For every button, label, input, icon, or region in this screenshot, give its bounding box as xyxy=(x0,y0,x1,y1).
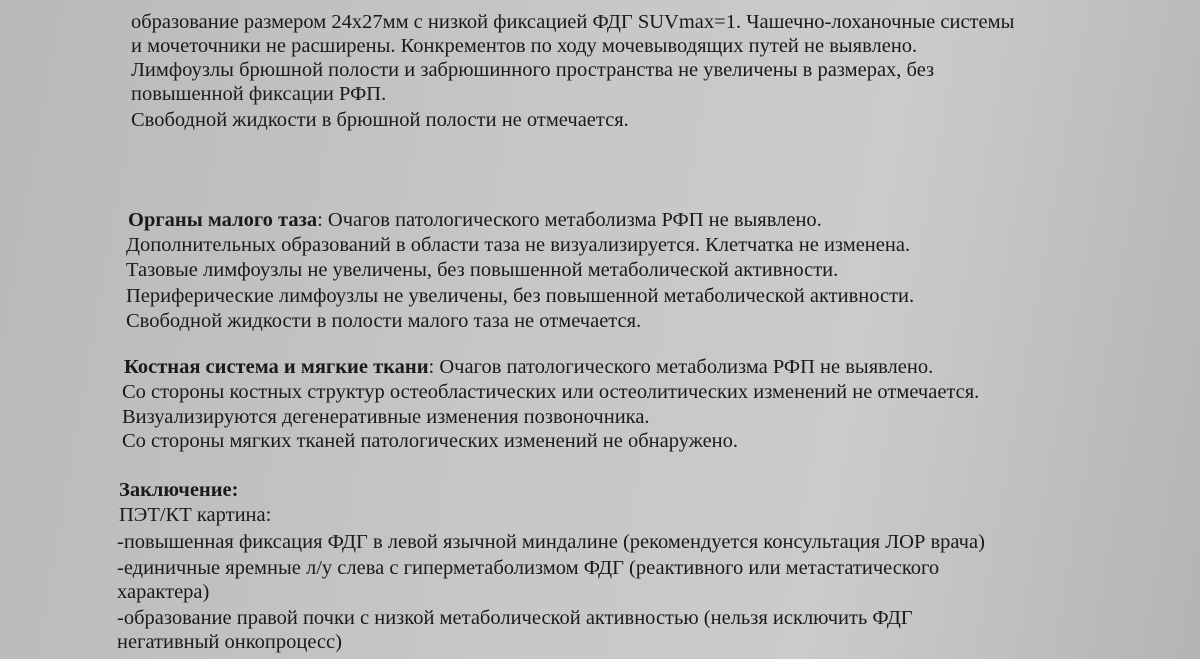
intro-line-1: образование размером 24х27мм с низкой фиксацией ФДГ SUVmax=1. Чашечно-лоханочные системы xyxy=(131,11,1015,33)
conclusion-line-1: ПЭТ/КТ картина: xyxy=(119,504,272,526)
pelvis-heading: Органы малого таза xyxy=(128,209,318,231)
intro-line-5: Свободной жидкости в брюшной полости не отмечается. xyxy=(131,109,629,131)
pelvis-line-5: Свободной жидкости в полости малого таза не отмечается. xyxy=(126,310,642,332)
bones-line-1 xyxy=(124,355,933,379)
pelvis-line-1 xyxy=(128,208,822,232)
conclusion-line-2: -повышенная фиксация ФДГ в левой язычной миндалине (рекомендуется консультация ЛОР врача) xyxy=(117,531,985,553)
conclusion-heading: Заключение: xyxy=(119,479,239,501)
bones-heading: Костная система и мягкие ткани xyxy=(124,356,429,378)
bones-line-3: Визуализируются дегенеративные изменения позвоночника. xyxy=(122,406,650,428)
conclusion-line-5: -образование правой почки с низкой метаболической активностью (нельзя исключить ФДГ xyxy=(117,607,913,629)
pelvis-line-4: Периферические лимфоузлы не увеличены, без повышенной метаболической активности. xyxy=(126,285,915,307)
pelvis-line-2: Дополнительных образований в области таза не визуализируется. Клетчатка не изменена. xyxy=(126,234,911,256)
intro-line-2: и мочеточники не расширены. Конкрементов по ходу мочевыводящих путей не выявлено. xyxy=(131,35,918,57)
conclusion-line-3: -единичные яремные л/у слева с гиперметаболизмом ФДГ (реактивного или метастатического xyxy=(117,557,940,579)
bones-line-1-text: : Очагов патологического метаболизма РФП не выявлено. xyxy=(428,356,934,378)
bones-line-2: Со стороны костных структур остеобластических или остеолитических изменений не отмечается. xyxy=(122,381,980,403)
pelvis-line-1-text: : Очагов патологического метаболизма РФП не выявлено. xyxy=(317,209,822,231)
intro-line-3: Лимфоузлы брюшной полости и забрюшинного пространства не увеличены в размерах, без xyxy=(131,59,935,81)
conclusion-line-6: негативный онкопроцесс) xyxy=(117,631,342,653)
conclusion-line-4: характера) xyxy=(117,581,210,603)
intro-line-4: повышенной фиксации РФП. xyxy=(131,83,387,105)
bones-line-4: Со стороны мягких тканей патологических изменений не обнаружено. xyxy=(122,430,739,452)
pelvis-line-3: Тазовые лимфоузлы не увеличены, без повышенной метаболической активности. xyxy=(126,259,839,281)
